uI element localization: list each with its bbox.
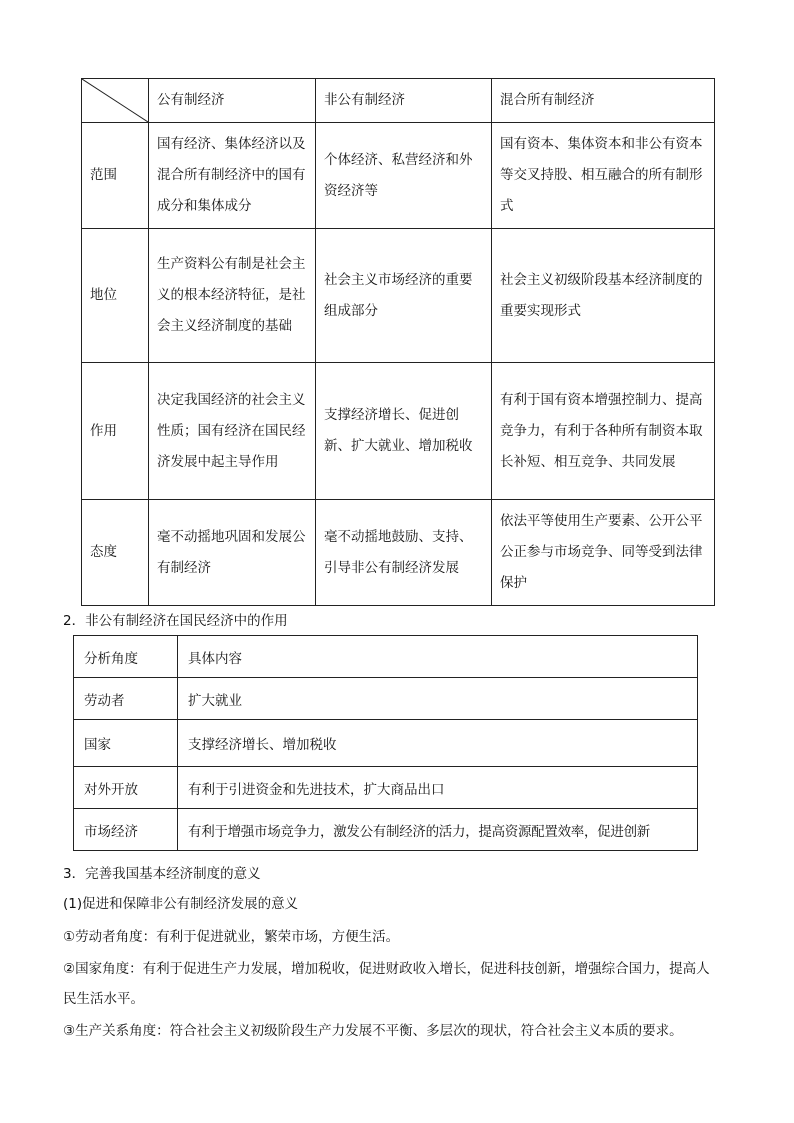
section-3-subtitle: (1)促进和保障非公有制经济发展的意义 <box>63 896 299 912</box>
section-3-title: 3．完善我国基本经济制度的意义 <box>63 866 261 882</box>
row-label: 市场经济 <box>74 809 178 851</box>
list-item: ②国家角度：有利于促进生产力发展，增加税收，促进财政收入增长，促进科技创新，增强综合国力，提高人民生活水平。 <box>63 961 710 1007</box>
table-cell: 生产资料公有制是社会主义的根本经济特征，是社会主义经济制度的基础 <box>149 229 316 363</box>
table-cell: 社会主义市场经济的重要组成部分 <box>316 229 492 363</box>
table-cell: 国有资本、集体资本和非公有资本等交叉持股、相互融合的所有制形式 <box>492 123 715 229</box>
non-public-role-table <box>73 635 698 851</box>
ownership-comparison-table <box>81 78 715 606</box>
header-public-ownership: 公有制经济 <box>149 79 316 123</box>
table-row <box>82 123 715 229</box>
row-label: 国家 <box>74 720 178 767</box>
table-cell: 有利于引进资金和先进技术，扩大商品出口 <box>178 767 698 809</box>
list-item: ③生产关系角度：符合社会主义初级阶段生产力发展不平衡、多层次的现状，符合社会主义本质的要求。 <box>63 1023 683 1039</box>
table-row <box>74 809 698 851</box>
table-cell: 支撑经济增长、促进创新、扩大就业、增加税收 <box>316 363 492 500</box>
section-2-title: 2．非公有制经济在国民经济中的作用 <box>63 613 288 629</box>
table-header-row <box>82 79 715 123</box>
table-row <box>74 720 698 767</box>
table-cell: 有利于增强市场竞争力，激发公有制经济的活力，提高资源配置效率，促进创新 <box>178 809 698 851</box>
list-item: ①劳动者角度：有利于促进就业，繁荣市场，方便生活。 <box>63 929 400 945</box>
table-cell: 毫不动摇地巩固和发展公有制经济 <box>149 500 316 606</box>
header-mixed-ownership: 混合所有制经济 <box>492 79 715 123</box>
table-row <box>74 678 698 720</box>
table-cell: 国有经济、集体经济以及混合所有制经济中的国有成分和集体成分 <box>149 123 316 229</box>
row-label: 地位 <box>82 229 149 363</box>
row-label: 态度 <box>82 500 149 606</box>
table-cell: 社会主义初级阶段基本经济制度的重要实现形式 <box>492 229 715 363</box>
diagonal-line-icon <box>82 79 148 122</box>
table-row <box>82 500 715 606</box>
row-label: 作用 <box>82 363 149 500</box>
table-cell: 支撑经济增长、增加税收 <box>178 720 698 767</box>
table-cell: 毫不动摇地鼓励、支持、引导非公有制经济发展 <box>316 500 492 606</box>
header-content: 具体内容 <box>178 636 698 678</box>
row-label: 对外开放 <box>74 767 178 809</box>
table-cell: 决定我国经济的社会主义性质；国有经济在国民经济发展中起主导作用 <box>149 363 316 500</box>
row-label: 劳动者 <box>74 678 178 720</box>
header-angle: 分析角度 <box>74 636 178 678</box>
table-header-row <box>74 636 698 678</box>
table-row <box>82 363 715 500</box>
row-label: 范围 <box>82 123 149 229</box>
header-non-public-ownership: 非公有制经济 <box>316 79 492 123</box>
diagonal-header-cell <box>82 79 149 123</box>
table-cell: 个体经济、私营经济和外资经济等 <box>316 123 492 229</box>
table-cell: 扩大就业 <box>178 678 698 720</box>
table-row <box>82 229 715 363</box>
table-cell: 有利于国有资本增强控制力、提高竞争力，有利于各种所有制资本取长补短、相互竞争、共同发展 <box>492 363 715 500</box>
table-cell: 依法平等使用生产要素、公开公平公正参与市场竞争、同等受到法律保护 <box>492 500 715 606</box>
table-row <box>74 767 698 809</box>
